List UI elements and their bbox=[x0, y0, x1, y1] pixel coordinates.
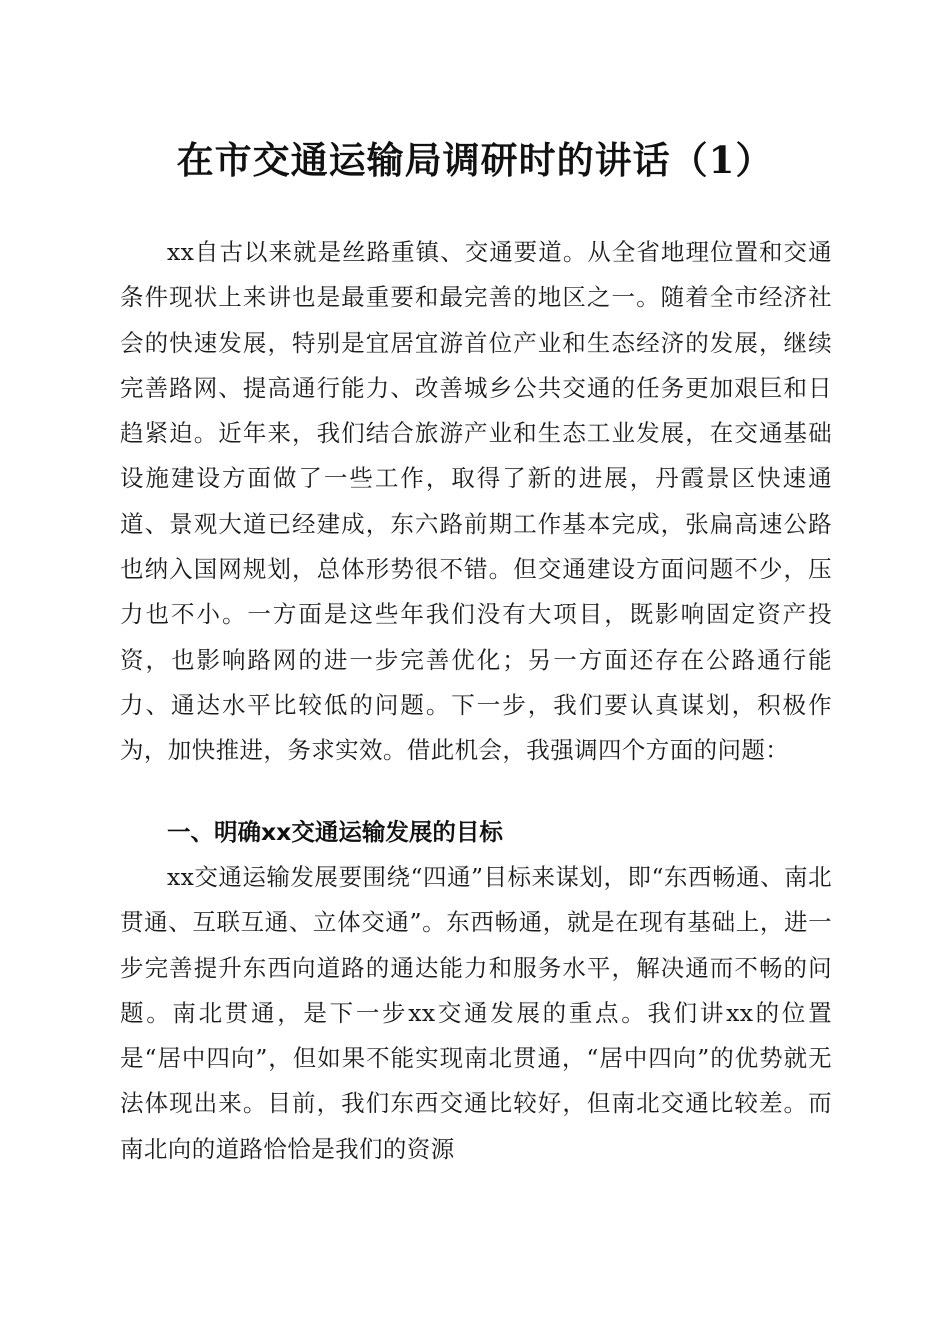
section-paragraph: xx交通运输发展要围绕“四通”目标来谋划，即“东西畅通、南北贯通、互联互通、立体交通”。东西畅通，就是在现有基础上，进一步完善提升东西向道路的通达能力和服务水平，解决通而不畅的问题。南北贯通，是下一步xx交通发展的重点。我们讲xx的位置是“居中四向”，但如果不能实现南北贯通，“居中四向”的优势就无法体现出来。目前，我们东西交通比较好，但南北交通比较差。而南北向的道路恰恰是我们的资源 bbox=[120, 863, 832, 1163]
intro-paragraph: xx自古以来就是丝路重镇、交通要道。从全省地理位置和交通条件现状上来讲也是最重要和最完善的地区之一。随着全市经济社会的快速发展，特别是宜居宜游首位产业和生态经济的发展，继续完善路网、提高通行能力、改善城乡公共交通的任务更加艰巨和日趋紧迫。近年来，我们结合旅游产业和生态工业发展，在交通基础设施建设方面做了一些工作，取得了新的进展，丹霞景区快速通道、景观大道已经建成，东六路前期工作基本完成，张扁高速公路也纳入国网规划，总体形势很不错。但交通建设方面问题不少，压力也不小。一方面是这些年我们没有大项目，既影响固定资产投资，也影响路网的进一步完善优化；另一方面还存在公路通行能力、通达水平比较低的问题。下一步，我们要认真谋划，积极作为，加快推进，务求实效。借此机会，我强调四个方面的问题： bbox=[120, 238, 832, 765]
document-title: 在市交通运输局调研时的讲话（1） bbox=[176, 138, 774, 182]
section-heading: 一、明确xx交通运输发展的目标 bbox=[167, 818, 503, 846]
